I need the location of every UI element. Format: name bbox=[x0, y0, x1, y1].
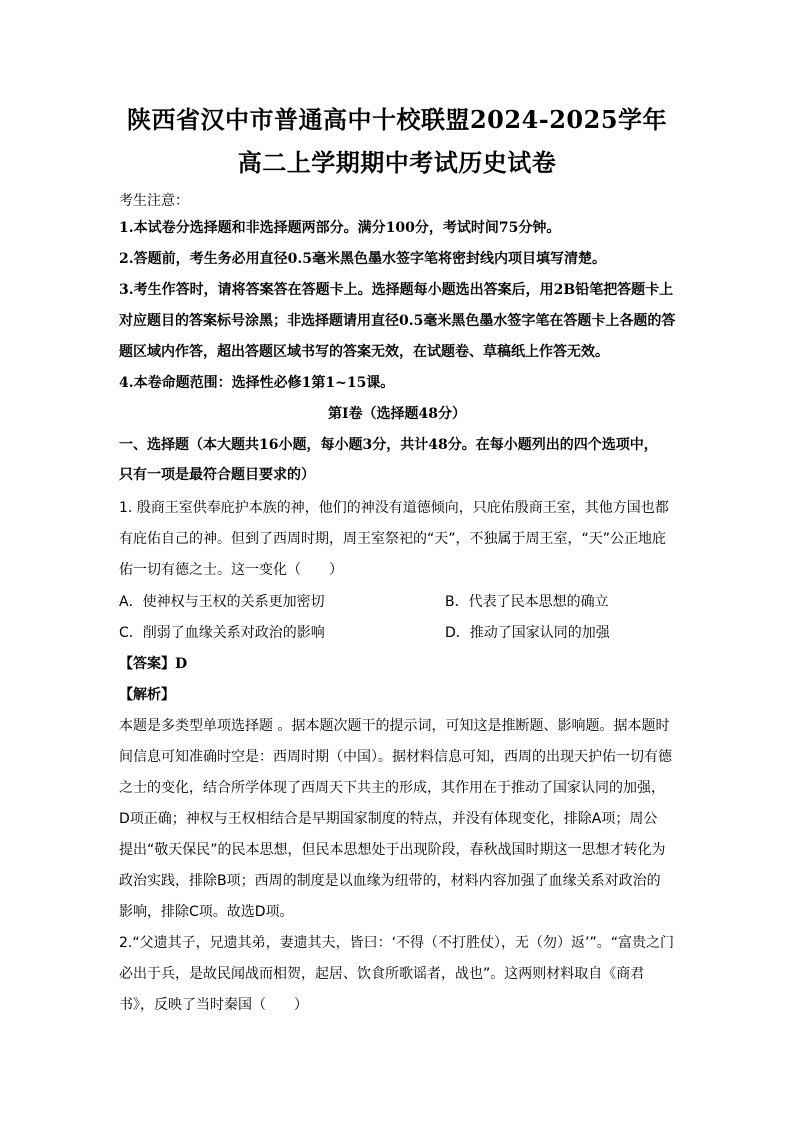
q1-analysis-line2: 间信息可知准确时空是：西周时期（中国）。据材料信息可知，西周的出现天护佑一切有德 bbox=[119, 749, 672, 765]
q1-option-d: D．推动了国家认同的加强 bbox=[445, 625, 610, 641]
q1-option-b: B．代表了民本思想的确立 bbox=[445, 594, 609, 610]
q1-analysis-line6: 政治实践，排除B项；西周的制度是以血缘为纽带的，材料内容加强了血缘关系对政治的 bbox=[119, 873, 661, 889]
notice-item-4: 4.本卷命题范围：选择性必修1第1~15课。 bbox=[119, 375, 395, 391]
q1-stem-line3: 佑一切有德之士。这一变化（ ） bbox=[119, 562, 343, 578]
q1-answer: 【答案】D bbox=[119, 656, 188, 672]
q1-analysis-line4: D项正确；神权与王权相结合是早期国家制度的特点，并没有体现变化，排除A项；周公 bbox=[119, 811, 658, 827]
q1-stem-line2: 有庇佑自己的神。但到了西周时期，周王室祭祀的“天”，不独属于周王室，“天”公正地庇 bbox=[119, 531, 667, 547]
notice-item-3-cont2: 题区域内作答，超出答题区域书写的答案无效，在试题卷、草稿纸上作答无效。 bbox=[119, 344, 609, 360]
section-instruction-2: 只有一项是最符合题目要求的） bbox=[119, 467, 315, 483]
q2-stem-line1: 2.“父遗其子，兄遗其弟，妻遗其夫，皆曰：‘不得（不打胜仗），无（勿）返’”。“富贵之门 bbox=[119, 935, 675, 951]
exam-title-line1: 陕西省汉中市普通高中十校联盟2024-2025学年 bbox=[126, 105, 668, 134]
section-title: 第Ⅰ卷（选择题48分） bbox=[327, 406, 467, 422]
q1-analysis-label: 【解析】 bbox=[119, 687, 175, 703]
exam-title-line2: 高二上学期期中考试历史试卷 bbox=[237, 148, 557, 177]
notice-heading: 考生注意： bbox=[119, 193, 189, 209]
q2-stem-line2: 必出于兵，是故民闻战而相贺，起居、饮食所歌谣者，战也”。这两则材料取自《商君 bbox=[119, 966, 645, 982]
notice-item-2: 2.答题前，考生务必用直径0.5毫米黑色墨水签字笔将密封线内项目填写清楚。 bbox=[119, 251, 606, 267]
notice-item-1: 1.本试卷分选择题和非选择题两部分。满分100分，考试时间75分钟。 bbox=[119, 220, 561, 236]
notice-item-3: 3.考生作答时，请将答案答在答题卡上。选择题每小题选出答案后，用2B铅笔把答题卡上 bbox=[119, 282, 674, 298]
q1-stem-line1: 1. 殷商王室供奉庇护本族的神，他们的神没有道德倾向，只庇佑殷商王室，其他方国也都 bbox=[119, 500, 669, 516]
q1-analysis-line3: 之士的变化，结合所学体现了西周天下共主的形成，其作用在于推动了国家认同的加强， bbox=[119, 780, 665, 796]
q1-analysis-line5: 提出“敬天保民”的民本思想，但民本思想处于出现阶段，春秋战国时期这一思想才转化为 bbox=[119, 842, 666, 858]
q1-option-c: C．削弱了血缘关系对政治的影响 bbox=[119, 625, 325, 641]
q1-analysis-line7: 影响，排除C项。故选D项。 bbox=[119, 904, 294, 920]
q1-option-a: A．使神权与王权的关系更加密切 bbox=[119, 594, 325, 610]
q2-stem-line3: 书》，反映了当时秦国（ ） bbox=[119, 997, 308, 1013]
notice-item-3-cont1: 对应题目的答案标号涂黑；非选择题请用直径0.5毫米黑色墨水签字笔在答题卡上各题的答 bbox=[119, 313, 676, 329]
q1-analysis-line1: 本题是多类型单项选择题 。据本题次题干的提示词，可知这是推断题、影响题。据本题时 bbox=[119, 718, 670, 734]
section-instruction-1: 一、选择题（本大题共16小题，每小题3分，共计48分。在每小题列出的四个选项中， bbox=[119, 437, 658, 453]
